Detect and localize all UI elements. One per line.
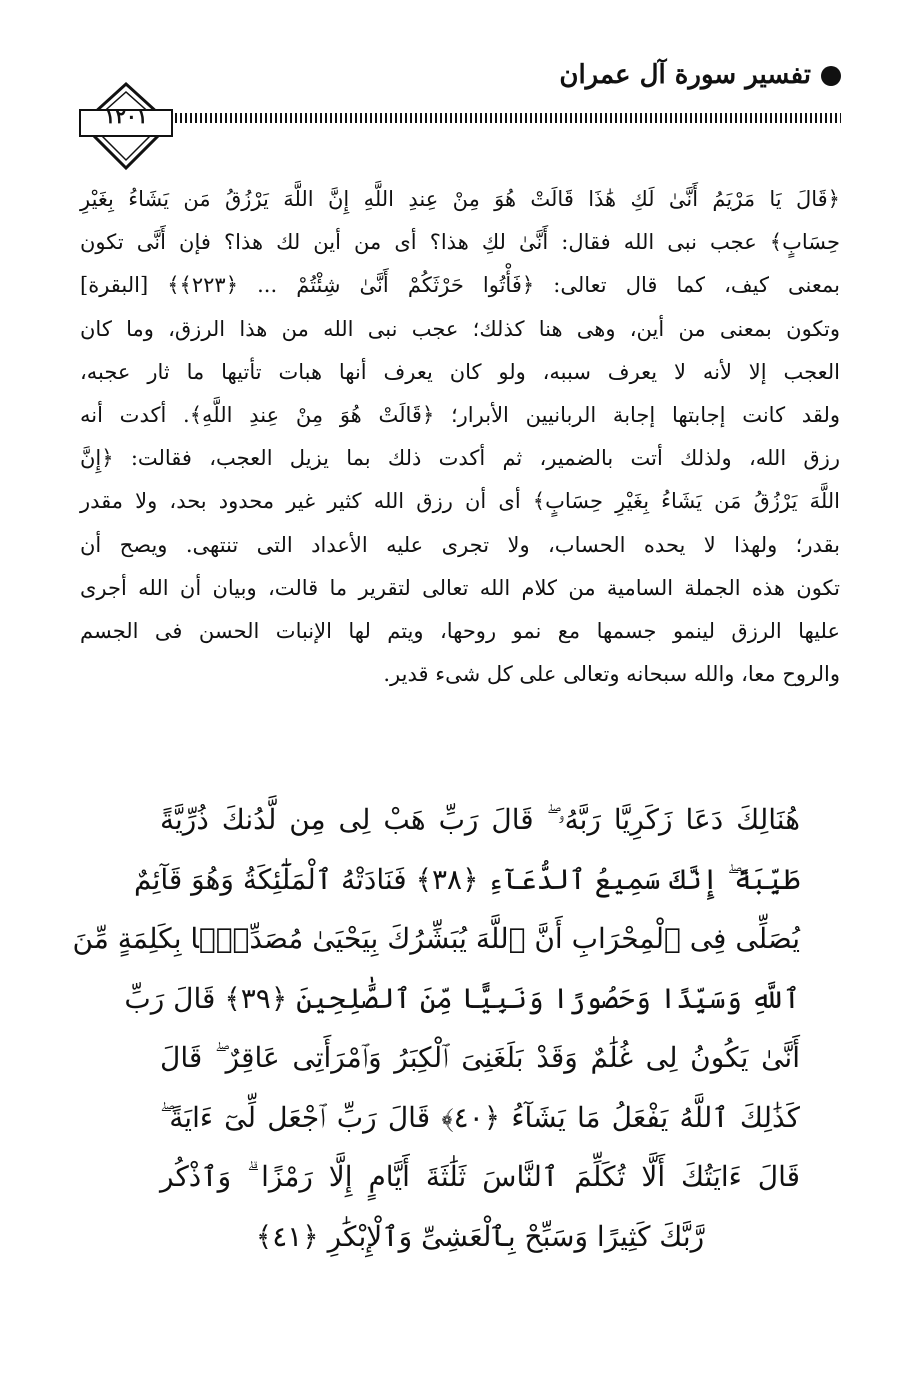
commentary-line: العجب إلا لأنه لا يعرف سببه، ولو كان يعرف أنها هبات تأتيها ما ثار عجبه، xyxy=(80,359,840,384)
page-header xyxy=(0,0,921,180)
quran-verses xyxy=(72,790,801,1266)
verse-line: أَنَّىٰ يَكُونُ لِى غُلَٰمٌ وَقَدْ بَلَغَنِىَ ٱلْكِبَرُ وَٱمْرَأَتِى عَاقِرٌ ۖ قَالَ xyxy=(160,1041,800,1074)
commentary-line: ﴿قَالَ يَا مَرْيَمُ أَنَّىٰ لَكِ هَٰذَا قَالَتْ هُوَ مِنْ عِندِ اللَّهِ إِنَّ اللَّهَ يَرْزُقُ مَن يَشَاءُ بِغَيْرِ xyxy=(80,187,840,211)
verse-line: يُصَلِّى فِى ٱلْمِحْرَابِ أَنَّ ٱللَّهَ يُبَشِّرُكَ بِيَحْيَىٰ مُصَدِّقًۢا بِكَلِمَةٍ مِّنَ xyxy=(72,922,800,955)
commentary-line: حِسَابٍ﴾ عجب نبى الله فقال: أَنَّىٰ لكِ هذا؟ أى من أين لك هذا؟ فإن أَنَّى تكون xyxy=(80,230,840,255)
ornament-icon xyxy=(821,66,841,86)
commentary-line: وتكون بمعنى من أين، وهى هنا كذلك؛ عجب نبى الله من هذا الرزق، وما كان xyxy=(80,316,840,341)
running-title: تفسير سورة آل عمران xyxy=(559,60,811,90)
header-rule xyxy=(160,113,841,123)
verse-line: قَالَ ءَايَتُكَ أَلَّا تُكَلِّمَ ٱلنَّاسَ ثَلَٰثَةَ أَيَّامٍ إِلَّا رَمْزًا ۗ وَٱذْكُر xyxy=(160,1160,800,1193)
commentary-line: بمعنى كيف، كما قال تعالى: ﴿فَأْتُوا حَرْثَكُمْ أَنَّىٰ شِئْتُمْ ... ﴿٢٢٣﴾﴾ [البقرة] xyxy=(80,273,840,298)
commentary-line: عليها الرزق لينمو جسمها مع نمو روحها، ويتم لها الإنبات الحسن فى الجسم xyxy=(80,618,840,643)
commentary-line: رزق الله، ولذلك أتت بالضمير، ثم أكدت ذلك بما يزيل العجب، فقالت: ﴿إِنَّ xyxy=(80,446,840,471)
verse-line: ٱللَّهِ وَسَيِّدًا وَحَصُورًا وَنَبِيًّا مِّنَ ٱلصَّٰلِحِينَ ﴿٣٩﴾ قَالَ رَبِّ xyxy=(124,981,800,1015)
page-number: ١٢٠١ xyxy=(104,104,148,128)
commentary-text xyxy=(80,178,840,696)
verse-line: كَذَٰلِكَ ٱللَّهُ يَفْعَلُ مَا يَشَآءُ ﴿٤٠﴾ قَالَ رَبِّ ٱجْعَل لِّىٓ ءَايَةً ۖ xyxy=(160,1100,801,1134)
verse-line: طَيِّبَةً ۖ إِنَّكَ سَمِيعُ ٱلدُّعَآءِ ﴿٣٨﴾ فَنَادَتْهُ ٱلْمَلَٰٓئِكَةُ وَهُوَ قَآئِمٌ xyxy=(133,862,800,896)
commentary-line: تكون هذه الجملة السامية من كلام الله تعالى لتقرير ما قالت، وبيان أن الله أجرى xyxy=(80,575,840,600)
commentary-line: والروح معا، والله سبحانه وتعالى على كل شىء قدير. xyxy=(383,662,840,687)
commentary-line: ولقد كانت إجابتها إجابة الربانيين الأبرار؛ ﴿قَالَتْ هُوَ مِنْ عِندِ اللَّهِ﴾. أكدت أنه xyxy=(80,402,840,427)
verse-line: هُنَالِكَ دَعَا زَكَرِيَّا رَبَّهُۥ ۖ قَالَ رَبِّ هَبْ لِى مِن لَّدُنكَ ذُرِّيَّةً xyxy=(160,803,800,836)
verse-line: رَّبَّكَ كَثِيرًا وَسَبِّحْ بِٱلْعَشِىِّ وَٱلْإِبْكَٰرِ ﴿٤١﴾ xyxy=(255,1219,705,1253)
commentary-line: بقدر؛ ولهذا لا يحده الحساب، ولا تجرى عليه الأعداد التى تنتهى. ويصح أن xyxy=(80,532,840,557)
page-number-badge-icon xyxy=(78,80,174,176)
commentary-line: اللَّهَ يَرْزُقُ مَن يَشَاءُ بِغَيْرِ حِسَابٍ﴾ أى أن رزق الله كثير غير محدود بحد، ولا مقدر xyxy=(80,489,840,514)
